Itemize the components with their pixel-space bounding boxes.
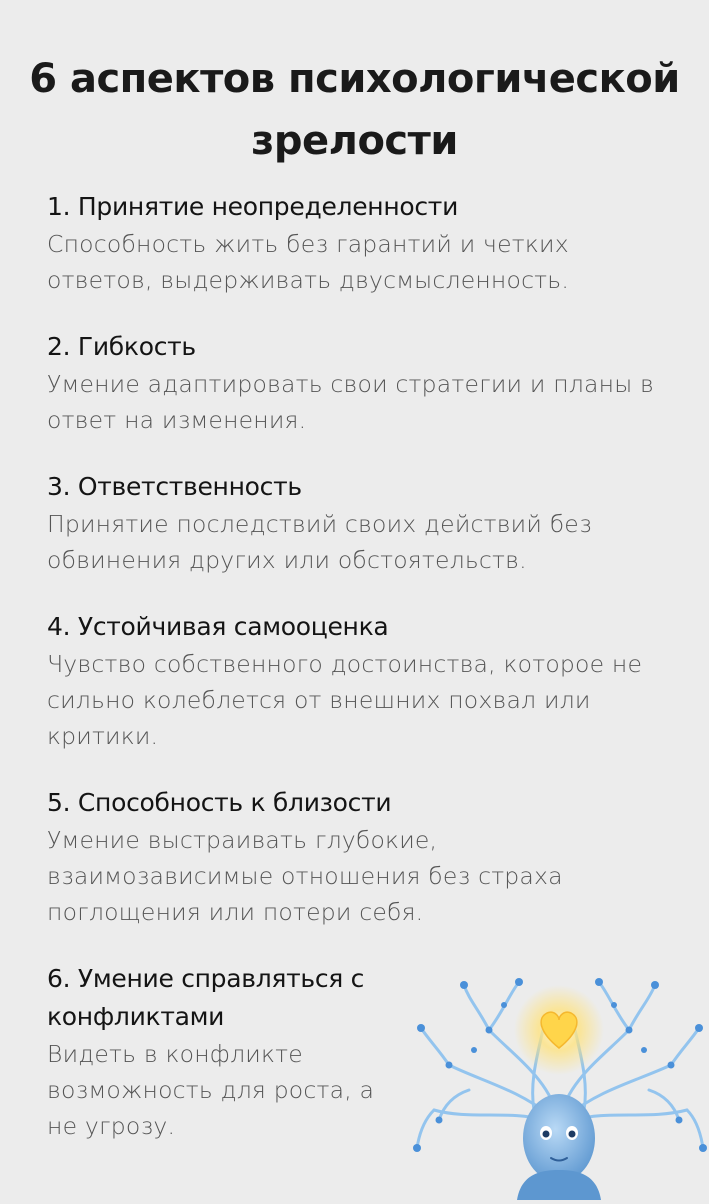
page-title: 6 аспектов психологической зрелости (29, 56, 680, 164)
item-description: Видеть в конфликте возможность для роста, а не угрозу. (47, 1040, 375, 1140)
item-description: Чувство собственного достоинства, которое не сильно колеблется от внешних похвал или критики. (47, 650, 643, 750)
item-heading: 1. Принятие неопределенности (47, 192, 459, 221)
list-item (47, 468, 667, 578)
item-heading: 5. Способность к близости (47, 788, 392, 817)
glowing-heart-neural-head-icon (409, 970, 709, 1200)
list-item (47, 328, 667, 438)
item-description: Способность жить без гарантий и четких ответов, выдерживать двусмысленность. (47, 230, 570, 294)
list-item (47, 784, 667, 930)
item-heading: 4. Устойчивая самооценка (47, 612, 389, 641)
list-item (47, 188, 667, 298)
item-heading: 2. Гибкость (47, 332, 196, 361)
item-heading: 3. Ответственность (47, 472, 302, 501)
item-description: Умение адаптировать свои стратегии и планы в ответ на изменения. (47, 370, 655, 434)
item-heading: 6. Умение справляться с конфликтами (47, 964, 365, 1031)
item-description: Принятие последствий своих действий без обвинения других или обстоятельств. (47, 510, 592, 574)
item-description: Умение выстраивать глубокие, взаимозависимые отношения без страха поглощения или потери себя. (47, 826, 563, 926)
list-item (47, 608, 667, 754)
